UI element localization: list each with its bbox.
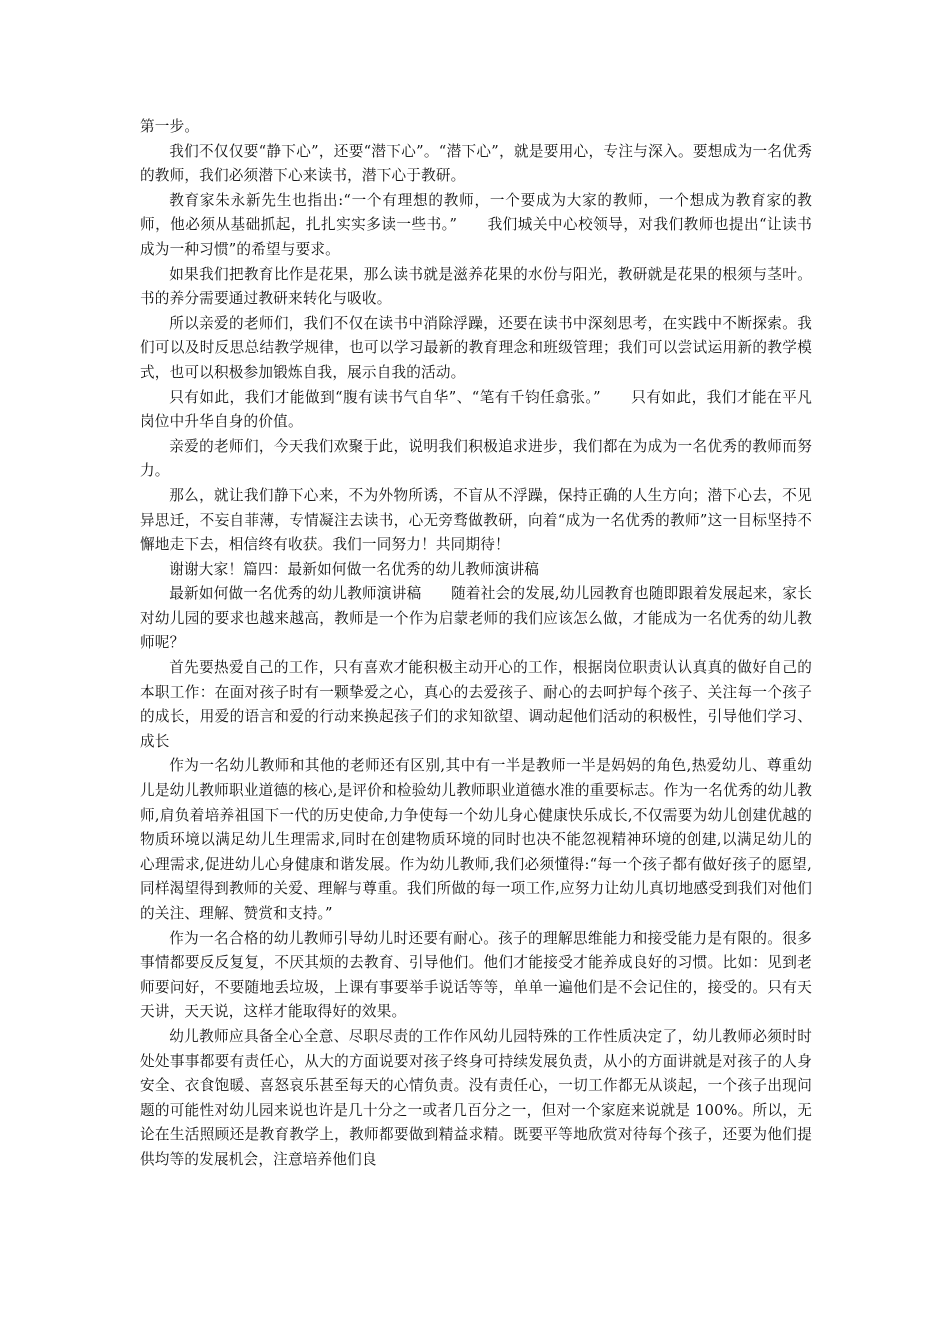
paragraph: 谢谢大家！篇四：最新如何做一名优秀的幼儿教师演讲稿	[169, 560, 540, 578]
paragraph: 作为一名幼儿教师和其他的老师还有区别,其中有一半是教师一半是妈妈的角色,热爱幼儿、尊重幼儿是幼儿教师职业道德的核心,是评价和检验幼儿教师职业道德水准的重要标志。作为一名优秀的幼儿教师,肩负着培养祖国下一代的历史使命,力争使每一个幼儿身心健康快乐成长,不仅需要为幼儿创建优越的物质环境以满足幼儿生理需求,同时在创建物质环境的同时也决不能忽视精神环境的创建,以满足幼儿的心理需求,促进幼儿心身健康和谐发展。作为幼儿教师,我们必须懂得:“每一个孩子都有做好孩子的愿望,同样渴望得到教师的关爱、理解与尊重。我们所做的每一项工作,应努力让幼儿真切地感受到我们对他们的关注、理解、赞赏和支持。”	[140, 757, 812, 922]
paragraph: 如果我们把教育比作是花果，那么读书就是滋养花果的水份与阳光，教研就是花果的根须与茎叶。书的养分需要通过教研来转化与吸收。	[140, 265, 812, 308]
paragraph: 亲爱的老师们，今天我们欢聚于此，说明我们积极追求进步，我们都在为成为一名优秀的教师而努力。	[140, 437, 812, 480]
paragraph: 最新如何做一名优秀的幼儿教师演讲稿 随着社会的发展,幼儿园教育也随即跟着发展起来，家长对幼儿园的要求也越来越高，教师是一个作为启蒙老师的我们应该怎么做，才能成为一名优秀的幼儿教师呢？	[140, 585, 812, 652]
paragraph: 我们不仅仅要“静下心”，还要“潜下心”。“潜下心”，就是要用心，专注与深入。要想成为一名优秀的教师，我们必须潜下心来读书，潜下心于教研。	[140, 142, 812, 185]
paragraph: 首先要热爱自己的工作，只有喜欢才能积极主动开心的工作，根据岗位职责认认真真的做好自己的本职工作：在面对孩子时有一颗挚爱之心，真心的去爱孩子、耐心的去呵护每个孩子、关注每一个孩子的成长，用爱的语言和爱的行动来换起孩子们的求知欲望、调动起他们活动的积极性，引导他们学习、成长	[140, 659, 812, 750]
document-body	[140, 115, 812, 1173]
paragraph: 幼儿教师应具备全心全意、尽职尽责的工作作风幼儿园特殊的工作性质决定了，幼儿教师必须时时处处事事都要有责任心，从大的方面说要对孩子终身可持续发展负责，从小的方面讲就是对孩子的人身安全、衣食饱暖、喜怒哀乐甚至每天的心情负责。没有责任心，一切工作都无从谈起，一个孩子出现问题的可能性对幼儿园来说也许是几十分之一或者几百分之一，但对一个家庭来说就是 100%。所以，无论在生活照顾还是教育教学上，教师都要做到精益求精。既要平等地欣赏对待每个孩子，还要为他们提供均等的发展机会，注意培养他们良	[140, 1027, 812, 1168]
paragraph: 作为一名合格的幼儿教师引导幼儿时还要有耐心。孩子的理解思维能力和接受能力是有限的。很多事情都要反反复复，不厌其烦的去教育、引导他们。他们才能接受才能养成良好的习惯。比如：见到老师要问好，不要随地丢垃圾，上课有事要举手说话等等，单单一遍他们是不会记住的，接受的。只有天天讲，天天说，这样才能取得好的效果。	[140, 929, 812, 1021]
paragraph: 第一步。	[140, 118, 200, 135]
paragraph: 教育家朱永新先生也指出:“一个有理想的教师，一个要成为大家的教师，一个想成为教育家的教师，他必须从基础抓起，扎扎实实多读一些书。” 我们城关中心校领导，对我们教师也提出“让读书成为一种习惯”的希望与要求。	[140, 191, 812, 258]
paragraph: 所以亲爱的老师们，我们不仅在读书中消除浮躁，还要在读书中深刻思考，在实践中不断探索。我们可以及时反思总结教学规律，也可以学习最新的教育理念和班级管理；我们可以尝试运用新的教学模式，也可以积极参加锻炼自我，展示自我的活动。	[140, 314, 812, 381]
paragraph: 只有如此，我们才能做到“腹有读书气自华”、“笔有千钧任翕张。” 只有如此，我们才能在平凡岗位中升华自身的价值。	[140, 388, 812, 431]
paragraph: 那么，就让我们静下心来，不为外物所诱，不盲从不浮躁，保持正确的人生方向；潜下心去，不见异思迁，不妄自菲薄，专情凝注去读书，心无旁骛做教研，向着“成为一名优秀的教师”这一目标坚持不懈地走下去，相信终有收获。我们一同努力！共同期待！	[140, 486, 812, 554]
